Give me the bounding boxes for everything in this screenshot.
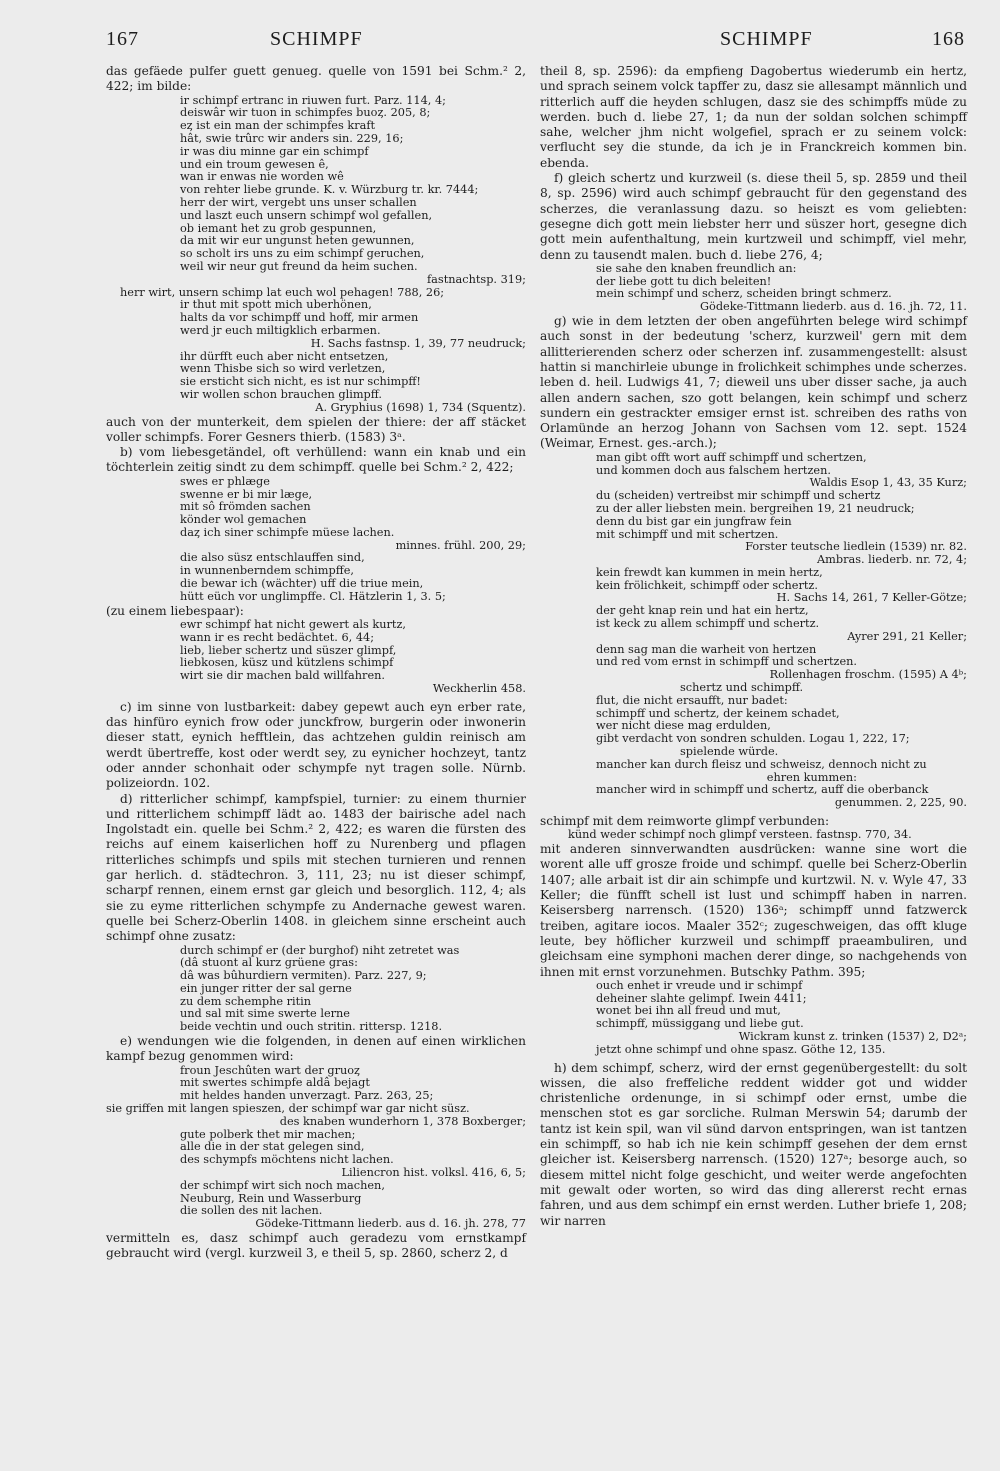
quote-line: durch schimpf er (der burghof) niht zetretet was: [180, 943, 460, 957]
source-citation: fastnachtsp. 319;: [427, 272, 526, 286]
quote-line: in wunnenberndem schimpffe,: [180, 564, 355, 578]
quote-line: du (scheiden) vertreibst mir schimpff und schertz: [596, 489, 881, 503]
quote-line: der schimpf wirt sich noch machen,: [180, 1178, 385, 1192]
quote-line: ewr schimpf hat nicht gewert als kurtz,: [180, 617, 406, 631]
quote-line: schertz und schimpff.: [680, 681, 804, 695]
quote-line: ist keck zu allem schimpff und schertz.: [596, 617, 820, 631]
quote-line: die sollen des nit lachen.: [180, 1204, 323, 1218]
quote-line: beide vechtin und ouch stritin. rittersp. 1218.: [180, 1020, 443, 1034]
quote-line: und ein troum gewesen ê,: [180, 157, 329, 171]
quote-line: wer nicht diese mag erdulden,: [596, 719, 771, 733]
quote-line: schimpff, müssiggang und liebe gut.: [596, 1017, 804, 1031]
quote-line: hütt eüch vor unglimpffe. Cl. Hätzlerin 1, 3. 5;: [180, 589, 446, 603]
paragraph: auch von der munterkeit, dem spielen der thiere: der aff stäcket voller schimpfs. Forer Gesners thierb. (1583) 3ᵃ.: [106, 414, 526, 444]
quote-line: Neuburg, Rein und Wasserburg: [180, 1191, 362, 1205]
paragraph: (zu einem liebespaar):: [106, 603, 244, 618]
headword-left: SCHIMPF: [270, 28, 363, 50]
quote-line: ob iemant het zu grob gespunnen,: [180, 221, 377, 235]
quote-line: wir wollen schon brauchen glimpff.: [180, 387, 383, 401]
quote-line: von rehter liebe grunde. K. v. Würzburg tr. kr. 7444;: [180, 183, 479, 197]
quote-line: genummen. 2, 225, 90.: [834, 796, 967, 810]
source-citation: Wickram kunst z. trinken (1537) 2, D2ᵃ;: [738, 1029, 967, 1043]
paragraph: f) gleich schertz und kurzweil (s. diese theil 5, sp. 2859 und theil 8, sp. 2596) wird auch schimpf gebraucht für den gegenstand des scherzes, die veranlassung dazu. so heiszt es vom geliebten: gesegne dich gott mein liebster herr und süszer hort, gesegne dich gott mein aufenthaltung, mein kurtzweil und schimpff, viel mehr, denn zu tausendt malen. buch d. liebe 276, 4;: [540, 171, 967, 262]
quote-line: mein schimpf und scherz, scheiden bringt schmerz.: [596, 287, 892, 301]
quote-line: wonet bei ihn all freud und mut,: [596, 1004, 781, 1018]
source-citation: Forster teutsche liedlein (1539) nr. 82.: [745, 540, 967, 554]
quote-line: ehren kummen:: [766, 770, 857, 784]
quote-line: kein frewdt kan kummen in mein hertz,: [596, 565, 823, 579]
paragraph: schimpf mit dem reimworte glimpf verbunden:: [540, 814, 830, 829]
quote-line: dâ was bûhurdiern vermiten). Parz. 227, 9;: [180, 969, 427, 983]
quote-line: zu dem schemphe ritin: [180, 994, 312, 1008]
paragraph: c) im sinne von lustbarkeit: dabey gepewt auch eyn erber rate, das hinfüro eynich frow oder junckfrow, burgerin oder inwonerin dieser statt, eynich hefftlein, das achtzehen guldin reinisch am werdt übertreffe, kost oder werdt sey, zu eynicher hochzeyt, tantz oder annder schonhait oder schympfe nyt tragen solle. Nürnb. polizeiordn. 102.: [106, 699, 526, 791]
headword-right: SCHIMPF: [720, 28, 813, 50]
source-citation: des knaben wunderhorn 1, 378 Boxberger;: [279, 1114, 526, 1128]
column-left: [106, 64, 526, 1262]
quote-line: mancher kan durch fleisz und schweisz, dennoch nicht zu: [596, 757, 927, 771]
quote-line: die also süsz entschlauffen sind,: [180, 551, 365, 565]
quote-line: und red vom ernst in schimpff und schertzen.: [596, 655, 858, 669]
quote-line: ihr dürfft euch aber nicht entsetzen,: [180, 349, 389, 363]
quote-line: ir was diu minne gar ein schimpf: [180, 144, 369, 158]
paragraph: g) wie in dem letzten der oben angeführten belege wird schimpf auch sonst in der bedeutung 'scherz, kurzweil' gern mit dem allitterierenden scherz oder scherzen inf. zusammengestellt: alsust hattin si manchirleie ubunge in frolichkeit schimphes unde scherzes. leben d. heil. Ludwigs 41, 7; dieweil uns uber disser sache, ja auch allen andern sachen, szo gott belangen, kein schimpf und scherz sundern ein gestrackter emsiger ernst ist. schreiben des raths von Orlamünde an herzog Johann von Sachsen vom 12. sept. 1524 (Weimar, Ernest. ges.-arch.);: [540, 314, 967, 451]
quote-line: mancher wird in schimpff und schertz, auff die oberbanck: [596, 783, 929, 797]
quote-line: wan ir enwas nie worden wê: [180, 170, 344, 184]
quote-line: weil wir neur gut freund da heim suchen.: [180, 259, 418, 273]
paragraph: d) ritterlicher schimpf, kampfspiel, turnier: zu einem thurnier und ritterlichem schimpff lädt ao. 1483 der bairische adel nach Ingolstadt ein. quelle bei Schm.² 2, 422; es waren die fürsten des reichs auf einem kaiserlichen hoff zu Nurenberg und pflagen ritterliches schimpfs und spils mit stechen turnieren und rennen gar herlich. d. städtechron. 3, 111, 23; nu ist dieser schimpf, scharpf rennen, einem ernst gar gleich und besorglich. 112, 4; als sie zu eyme ritterlichen schympfe zu Andernache gewest waren. quelle bei Scherz-Oberlin 1408. in gleichem sinne erscheint auch schimpf ohne zusatz:: [106, 791, 526, 944]
quote-line: daȥ ich siner schimpfe müese lachen.: [180, 525, 395, 539]
quote-line: alle die in der stat gelegen sind,: [180, 1140, 365, 1154]
quote-line: könder wol gemachen: [180, 513, 307, 527]
quote-line: die bewar ich (wächter) uff die triue mein,: [180, 577, 424, 591]
quote-line: eȥ ist ein man der schimpfes kraft: [180, 119, 376, 133]
paragraph: theil 8, sp. 2596): da empfieng Dagobertus wiederumb ein hertz, und sprach seinem volck tapffer zu, dasz sie allesampt männlich und ritterlich auff die heyden schlugen, dasz sie des schimpffs müde zu werden. buch d. liebe 27, 1; da nun der soldan solchen schimpff sahe, welcher jhm nicht wolgefiel, sprach er zu seinem volck: verflucht sey die stunde, da ich je in Franckreich kommen bin. ebenda.: [540, 64, 967, 170]
paragraph: h) dem schimpf, scherz, wird der ernst gegenübergestellt: du solt wissen, die also freffeliche reddent widder got und widder christenliche ordenunge, in si schimpf oder ernst, umbe die menschen stot es gar sorcliche. Rulman Merswin 54; darumb der tantz ist kein spil, wan vil sünd darvon entspringen, wan ist tantzen ein schimpff, so hab ich nie kein schimpff gesehen der dem ernst gleicher ist. Keisersberg narrensch. (1520) 127ᵃ; besorge auch, so diesem mittel nicht folge geschicht, und weiter werde angefochten mit gewalt oder worten, so wird das ding allererst recht ernas fahren, und aus dem schimpf ein ernst werden. Luther briefe 1, 208; wir narren: [540, 1060, 967, 1228]
quote-line: herr wirt, unsern schimp lat euch wol pehagen! 788, 26;: [120, 285, 445, 299]
quote-line: der geht knap rein und hat ein hertz,: [596, 604, 809, 618]
quote-line: mit swertes schimpfe aldâ bejagt: [180, 1076, 370, 1090]
quote-line: swenne er bi mir læge,: [180, 487, 313, 501]
quote-line: mit heldes handen unverzagt. Parz. 263, 25;: [180, 1089, 434, 1103]
source-citation: Ayrer 291, 21 Keller;: [847, 629, 967, 643]
quote-line: denn sag man die warheit von hertzen: [596, 642, 817, 656]
paragraph: e) wendungen wie die folgenden, in denen auf einen wirklichen kampf bezug genommen wird:: [106, 1034, 526, 1064]
quote-line: herr der wirt, vergebt uns unser schallen: [180, 195, 417, 209]
quote-line: und kommen doch aus falschem hertzen.: [596, 463, 831, 477]
source-citation: Rollenhagen froschm. (1595) A 4ᵇ;: [769, 668, 967, 682]
quote-line: zu der aller liebsten mein. bergreihen 19, 21 neudruck;: [596, 501, 915, 515]
quote-line: gibt verdacht von sondren schulden. Logau 1, 222, 17;: [596, 732, 910, 746]
source-citation: Gödeke-Tittmann liederb. aus d. 16. jh. 72, 11.: [700, 300, 967, 314]
quote-line: werd jr euch miltigklich erbarmen.: [180, 323, 381, 337]
quote-line: jetzt ohne schimpf und ohne spasz. Göthe 12, 135.: [596, 1042, 886, 1056]
source-citation: H. Sachs fastnsp. 1, 39, 77 neudruck;: [310, 336, 526, 350]
page-number-left: 167: [106, 28, 139, 50]
quote-line: mit schimpff und mit schertzen.: [596, 527, 779, 541]
quote-line: liebkosen, küsz und kützlens schimpf: [180, 656, 394, 670]
source-citation: A. Gryphius (1698) 1, 734 (Squentz).: [315, 400, 526, 414]
paragraph: mit anderen sinnverwandten ausdrücken: wanne sine wort die worent alle uff grosze froide und schimpf. quelle bei Scherz-Oberlin 1407; alle arbait ist dir ain schimpfe und kurtzwil. N. v. Wyle 47, 33 Keller; die fünfft schell ist lust und schimpff haben in narren. Keisersberg narrensch. (1520) 136ᵃ; schimpff unnd fatzwerck treiben, agitare iocos. Maaler 352ᶜ; zugeschweigen, das offt kluge leute, bey höflicher kurzweil und schimpff praeambuliren, und gleichsam eine symphoni machen derer dinge, so nachgehends von ihnen mit ernst vorzunehmen. Butschky Pathm. 395;: [540, 842, 967, 979]
quote-line: wann ir es recht bedächtet. 6, 44;: [180, 630, 375, 644]
quote-line: des schympfs möchtens nicht lachen.: [180, 1153, 394, 1167]
quote-line: lieb, lieber schertz und süszer glimpf,: [180, 643, 397, 657]
quote-line: so scholt irs uns zu eim schimpf geruchen,: [180, 247, 425, 261]
source-citation: minnes. frühl. 200, 29;: [395, 538, 526, 552]
quote-line: sie griffen mit langen spieszen, der schimpf war gar nicht süsz.: [106, 1102, 470, 1116]
running-header: [0, 28, 1000, 58]
source-citation: Waldis Esop 1, 43, 35 Kurz;: [809, 476, 967, 490]
quote-line: deiswâr wir tuon in schimpfes buoȥ. 205, 8;: [180, 106, 431, 120]
quote-line: der liebe gott tu dich beleiten!: [596, 274, 772, 288]
source-citation: Ambras. liederb. nr. 72, 4;: [816, 553, 967, 567]
quote-line: ir thut mit spott mich uberhönen,: [180, 298, 372, 312]
source-citation: Liliencron hist. volksl. 416, 6, 5;: [341, 1166, 526, 1180]
quote-line: ein junger ritter der sal gerne: [180, 981, 352, 995]
quote-line: flut, die nicht ersaufft, nur badet:: [596, 693, 788, 707]
quote-line: wirt sie dir machen bald willfahren.: [180, 669, 385, 683]
quote-line: sie ersticht sich nicht, es ist nur schimpff!: [180, 375, 421, 389]
quote-line: deheiner slahte gelimpf. Iwein 4411;: [596, 991, 807, 1005]
paragraph: das gefäede pulfer guett genueg. quelle von 1591 bei Schm.² 2, 422; im bilde:: [106, 64, 526, 94]
quote-line: man gibt offt wort auff schimpff und schertzen,: [596, 450, 867, 464]
source-citation: Gödeke-Tittmann liederb. aus d. 16. jh. 278, 77: [255, 1217, 526, 1231]
quote-line: halts da vor schimpff und hoff, mir armen: [180, 311, 419, 325]
quote-line: swes er phlæge: [180, 474, 270, 488]
page-number-right: 168: [932, 28, 965, 50]
source-citation: Weckherlin 458.: [432, 681, 526, 695]
quote-line: gute polberk thet mir machen;: [180, 1127, 356, 1141]
quote-line: und laszt euch unsern schimpf wol gefallen,: [180, 208, 433, 222]
quote-line: sie sahe den knaben freundlich an:: [596, 261, 797, 275]
quote-line: ir schimpf ertranc in riuwen furt. Parz. 114, 4;: [180, 93, 446, 107]
quote-line: kein frölichkeit, schimpff oder schertz.: [596, 578, 818, 592]
quote-line: denn du bist gar ein jungfraw fein: [596, 514, 792, 528]
quote-line: spielende würde.: [680, 745, 779, 759]
quote-line: (dâ stuont al kurz grüene gras:: [180, 956, 358, 970]
quote-line: wenn Thisbe sich so wird verletzen,: [180, 362, 386, 376]
quote-line: schimpff und schertz, der keinem schadet,: [596, 706, 840, 720]
source-citation: H. Sachs 14, 261, 7 Keller-Götze;: [776, 591, 967, 605]
quote-line: froun Jeschûten wart der gruoȥ: [180, 1063, 361, 1077]
quote-line: künd weder schimpf noch glimpf versteen. fastnsp. 770, 34.: [568, 828, 912, 842]
paragraph: b) vom liebesgetändel, oft verhüllend: wann ein knab und ein töchterlein zeitig sindt zu dem schimpff. quelle bei Schm.² 2, 422;: [106, 445, 526, 475]
quote-line: da mit wir eur ungunst heten gewunnen,: [180, 234, 415, 248]
quote-line: mit sô frömden sachen: [180, 500, 311, 514]
column-right: [540, 64, 967, 1229]
quote-line: ouch enhet ir vreude und ir schimpf: [596, 978, 803, 992]
paragraph: vermitteln es, dasz schimpf auch geradezu vom ernstkampf gebraucht wird (vergl. kurzweil 3, e theil 5, sp. 2860, scherz 2, d: [106, 1231, 526, 1261]
quote-line: hât, swie trûrc wir anders sin. 229, 16;: [180, 131, 404, 145]
quote-line: und sal mit sime swerte lerne: [180, 1007, 350, 1021]
